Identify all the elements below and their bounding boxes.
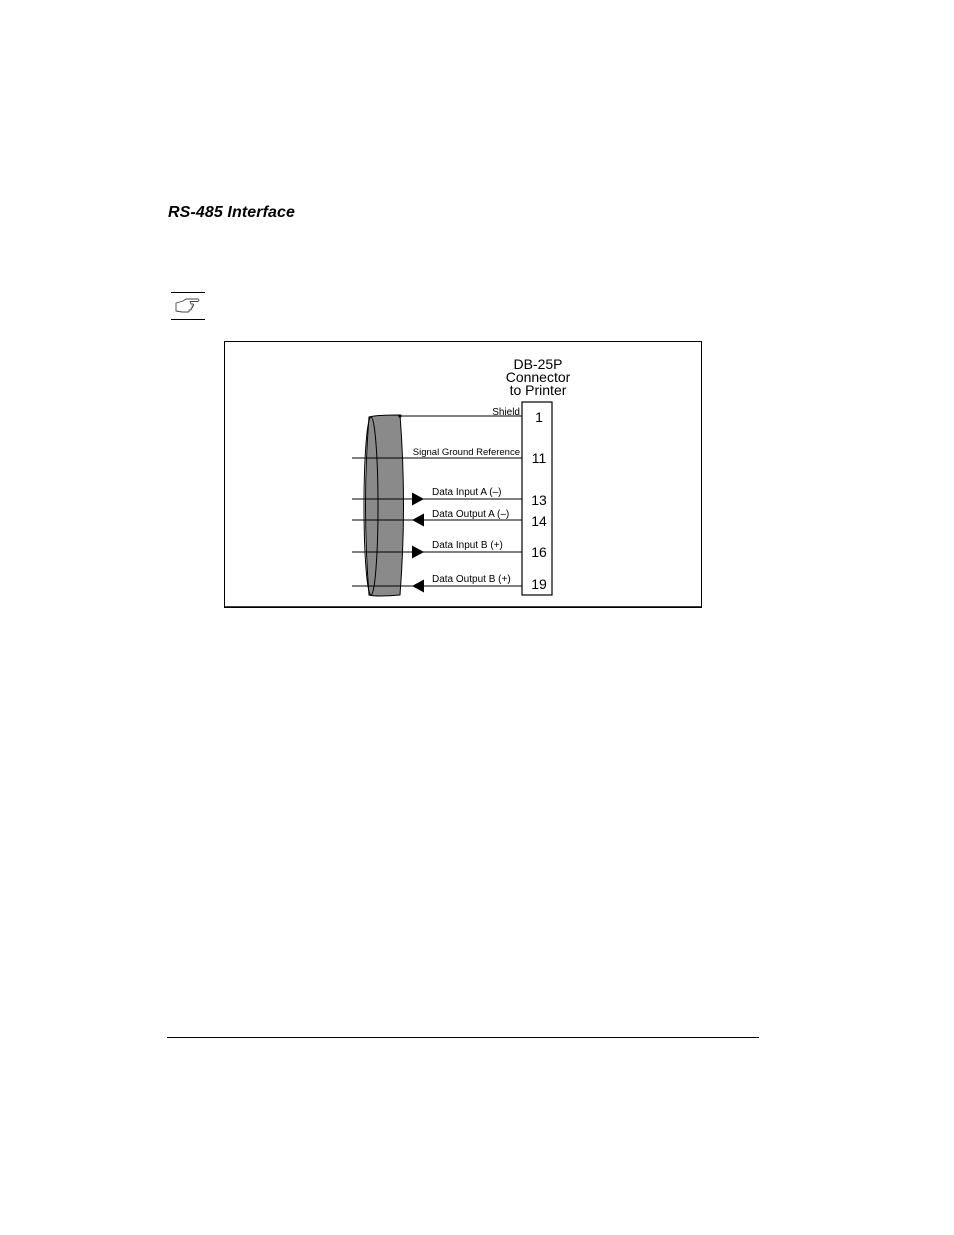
pin-number: 14 bbox=[531, 513, 547, 529]
pin-number: 16 bbox=[531, 544, 547, 560]
signal-label: Data Input B (+) bbox=[432, 540, 503, 551]
pin-number: 1 bbox=[535, 409, 543, 425]
shielded-cable bbox=[364, 414, 404, 596]
signal-labels bbox=[413, 407, 520, 585]
arrow-in-icon bbox=[412, 546, 424, 559]
arrow-in-icon bbox=[412, 493, 424, 506]
connector-title-line: to Printer bbox=[509, 382, 567, 398]
pointing-hand-icon bbox=[171, 292, 205, 320]
connector-title-line: Connector bbox=[505, 369, 571, 385]
signal-label: Data Output A (–) bbox=[432, 509, 510, 520]
signal-label: Shield bbox=[492, 407, 520, 418]
footer-rule bbox=[167, 1037, 759, 1038]
pin-number: 19 bbox=[531, 576, 547, 592]
arrow-out-icon bbox=[412, 580, 424, 593]
rs485-wiring-diagram bbox=[224, 341, 702, 608]
signal-label: Data Output B (+) bbox=[432, 574, 511, 585]
connector-title-line: DB-25P bbox=[513, 356, 563, 372]
arrow-out-icon bbox=[412, 514, 424, 527]
signal-label: Data Input A (–) bbox=[432, 487, 502, 498]
figure-frame bbox=[225, 342, 702, 608]
signal-label: Signal Ground Reference bbox=[412, 447, 520, 458]
connector-title bbox=[506, 356, 571, 398]
pin-number: 11 bbox=[531, 450, 547, 466]
pin-number: 13 bbox=[531, 492, 547, 508]
section-heading: RS-485 Interface bbox=[168, 204, 295, 221]
